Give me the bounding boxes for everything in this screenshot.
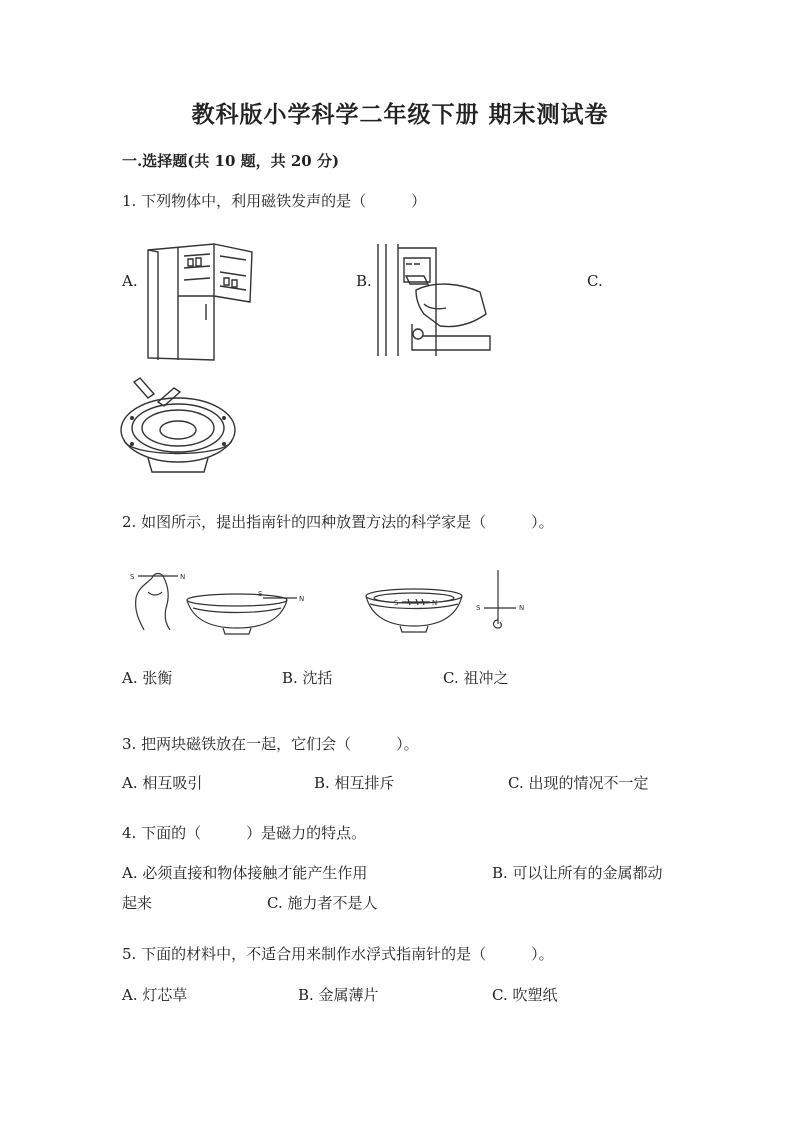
question-4-option-a[interactable]: A. 必须直接和物体接触才能产生作用 [122, 864, 368, 882]
bowl-rim-n-label: N [299, 595, 305, 603]
hanging-n-label: N [519, 604, 525, 612]
floating-n-label: N [432, 599, 438, 607]
refrigerator-figure [144, 240, 256, 362]
question-3-option-a[interactable]: A. 相互吸引 [122, 774, 203, 792]
question-5-option-c[interactable]: C. 吹塑纸 [492, 986, 558, 1004]
question-4-text: 4. 下面的（ ）是磁力的特点。 [122, 824, 367, 842]
question-1-text: 1. 下列物体中，利用磁铁发声的是（ ） [122, 192, 427, 210]
question-5-text: 5. 下面的材料中，不适合用来制作水浮式指南针的是（ ）。 [122, 945, 554, 963]
question-2-option-c[interactable]: C. 祖冲之 [443, 669, 509, 687]
exam-title: 教科版小学科学二年级下册 期末测试卷 [191, 101, 609, 128]
hanging-s-label: S [476, 604, 481, 612]
door-card-lock-figure [376, 244, 496, 362]
question-2-option-b[interactable]: B. 沈括 [282, 669, 333, 687]
question-4-option-b[interactable]: B. 可以让所有的金属都动 [492, 864, 663, 882]
question-5-option-a[interactable]: A. 灯芯草 [122, 986, 188, 1004]
fingernail-s-label: S [130, 573, 135, 581]
question-4-option-b-continued: 起来 [122, 894, 153, 912]
floating-compass-figure [364, 586, 468, 636]
fingernail-compass-figure [130, 566, 188, 634]
floating-s-label: S [394, 599, 399, 607]
question-1-option-a[interactable]: A. [122, 272, 138, 290]
hanging-compass-figure [474, 570, 530, 634]
question-3-option-b[interactable]: B. 相互排斥 [314, 774, 395, 792]
question-5-option-b[interactable]: B. 金属薄片 [298, 986, 379, 1004]
fingernail-n-label: N [180, 573, 186, 581]
question-3-text: 3. 把两块磁铁放在一起，它们会（ ）。 [122, 735, 419, 753]
bowl-rim-s-label: S [258, 590, 263, 598]
bowl-rim-compass-figure [185, 592, 309, 636]
question-3-option-c[interactable]: C. 出现的情况不一定 [508, 774, 649, 792]
speaker-figure [118, 374, 244, 478]
section-heading: 一.选择题(共 10 题，共 20 分) [122, 152, 340, 170]
question-2-option-a[interactable]: A. 张衡 [122, 669, 173, 687]
question-2-text: 2. 如图所示，提出指南针的四种放置方法的科学家是（ ）。 [122, 513, 554, 531]
question-4-option-c[interactable]: C. 施力者不是人 [267, 894, 378, 912]
question-1-option-c[interactable]: C. [587, 272, 603, 290]
question-1-option-b[interactable]: B. [356, 272, 372, 290]
